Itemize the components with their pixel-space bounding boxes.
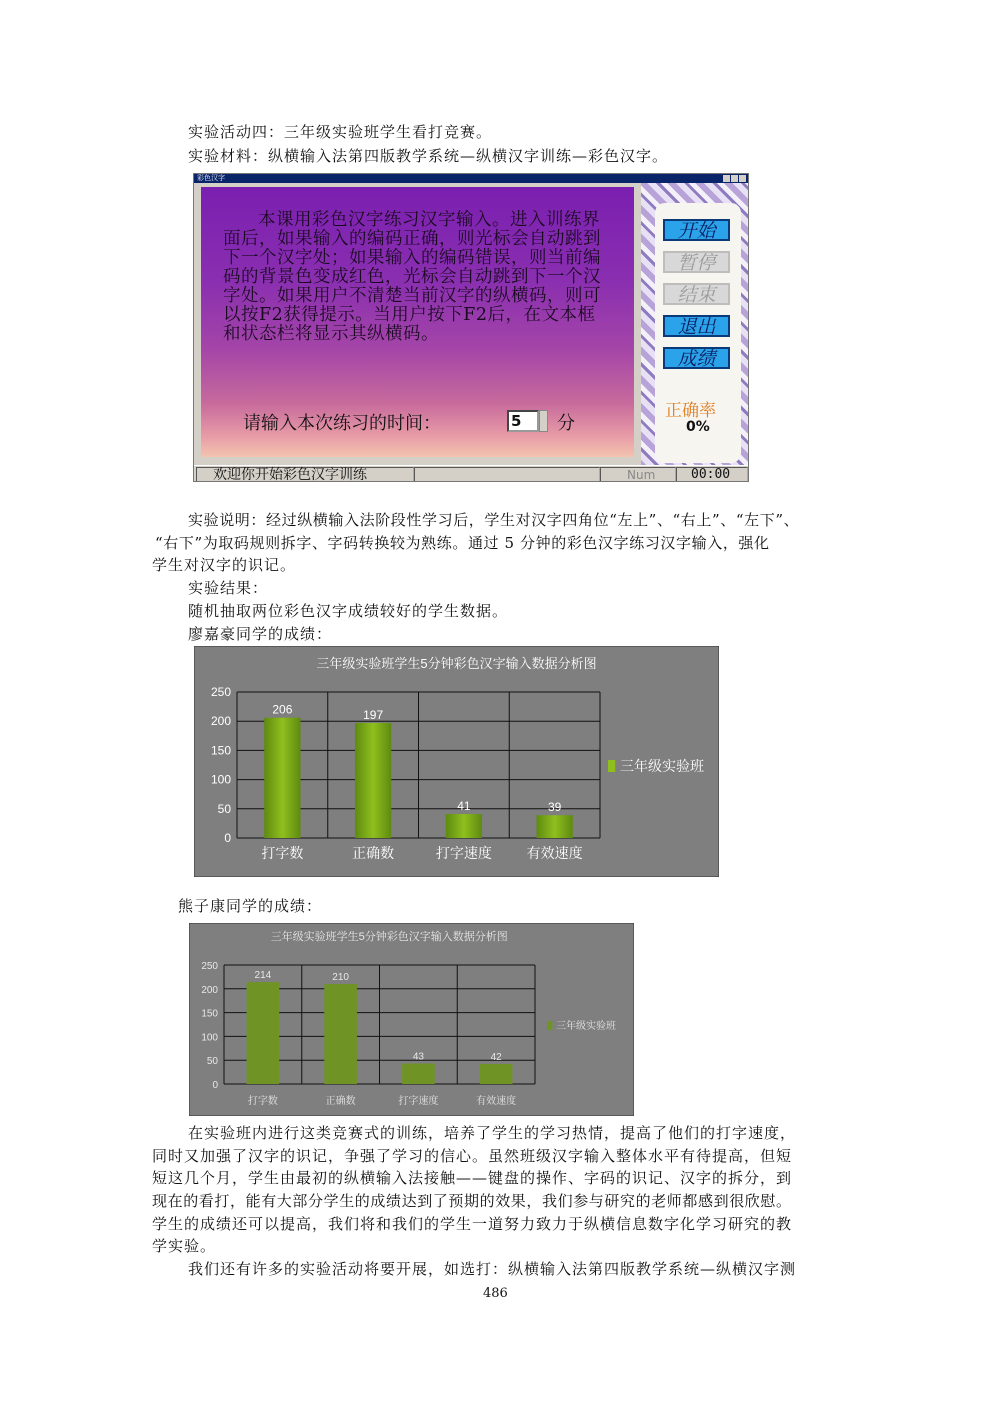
y-tick-label: 100 — [201, 1032, 218, 1044]
bar — [536, 815, 572, 838]
data-label: 42 — [490, 1052, 502, 1064]
y-tick-label: 150 — [210, 743, 231, 758]
student1-label: 廖嘉豪同学的成绩： — [188, 625, 333, 643]
app-screenshot — [193, 173, 749, 482]
chart-1-svg — [194, 646, 719, 877]
time-unit: 分 — [557, 413, 575, 434]
x-tick-label: 正确数 — [325, 1096, 356, 1107]
activity-title: 实验活动四：三年级实验班学生看打竞赛。 — [188, 123, 493, 141]
final-line: 我们还有许多的实验活动将要开展，如选打：纵横输入法第四版教学系统—纵横汉字测 — [188, 1260, 797, 1278]
x-tick-label: 打字速度 — [435, 845, 492, 861]
status-timer: 00:00 — [676, 467, 748, 482]
y-tick-label: 200 — [210, 714, 231, 729]
accuracy-label: 正确率 — [665, 401, 716, 421]
app-title: 彩色汉字 — [197, 174, 225, 182]
result-intro: 随机抽取两位彩色汉字成绩较好的学生数据。 — [188, 602, 509, 620]
y-tick-label: 250 — [201, 961, 218, 972]
status-bar — [194, 465, 749, 482]
bar — [247, 982, 280, 1084]
score-button[interactable]: 成绩 — [663, 347, 730, 369]
y-tick-label: 200 — [201, 984, 218, 996]
pause-button[interactable]: 暂停 — [663, 251, 730, 273]
description-line-3: 学生对汉字的识记。 — [152, 556, 297, 574]
y-tick-label: 50 — [206, 1056, 218, 1068]
description-line-1: 实验说明：经过纵横输入法阶段性学习后，学生对汉字四角位“左上”、“右上”、“左下”、 — [188, 511, 800, 529]
accuracy-value: 0% — [686, 419, 710, 435]
control-panel — [641, 183, 749, 468]
description-line-2: “右下”为取码规则拆字、字码转换较为熟练。通过 5 分钟的彩色汉字练习汉字输入，强化 — [155, 534, 770, 552]
data-label: 197 — [363, 707, 384, 722]
y-tick-label: 150 — [201, 1008, 218, 1020]
status-empty — [414, 467, 600, 482]
result-heading: 实验结果： — [188, 579, 269, 597]
start-button[interactable]: 开始 — [663, 219, 730, 241]
data-label: 214 — [254, 970, 272, 982]
close-icon[interactable] — [739, 175, 746, 182]
conclusion-line-1: 在实验班内进行这类竞赛式的训练，培养了学生的学习热情，提高了他们的打字速度， — [188, 1124, 797, 1142]
chart-title: 三年级实验班学生5分钟彩色汉字输入数据分析图 — [270, 931, 508, 943]
y-tick-label: 0 — [224, 831, 231, 845]
page-number: 486 — [483, 1286, 508, 1301]
chart-2-svg — [189, 923, 634, 1116]
legend-swatch — [547, 1021, 552, 1030]
y-tick-label: 250 — [210, 685, 231, 699]
time-label: 请输入本次练习的时间： — [243, 413, 441, 434]
legend-swatch — [608, 760, 615, 772]
y-tick-label: 100 — [210, 772, 231, 787]
chart-1 — [194, 646, 719, 877]
y-tick-label: 50 — [217, 801, 231, 816]
app-titlebar — [194, 174, 748, 183]
window-controls — [723, 175, 746, 182]
x-tick-label: 打字数 — [261, 845, 304, 861]
conclusion-line-4: 现在的看打，能有大部分学生的成绩达到了预期的效果，我们参与研究的老师都感到很欣慰。 — [152, 1192, 792, 1210]
data-label: 206 — [272, 702, 293, 717]
x-tick-label: 打字数 — [247, 1096, 278, 1107]
data-label: 210 — [332, 972, 349, 984]
bar — [402, 1064, 435, 1084]
conclusion-line-6: 学实验。 — [152, 1237, 217, 1255]
x-tick-label: 有效速度 — [526, 845, 583, 861]
bar — [446, 814, 482, 838]
exit-button[interactable]: 退出 — [663, 315, 730, 337]
time-spinner[interactable] — [539, 410, 548, 432]
bar — [480, 1064, 513, 1084]
instructions-text: 本课用彩色汉字练习汉字输入。进入训练界面后，如果输入的编码正确，则光标会自动跳到下一个汉字处；如果输入的编码错误，则当前编码的背景色变成红色，光标会自动跳到下一个汉字处。如果用户不清楚当前汉字的纵横码，则可以按F2获得提示。当用户按下F2后，在文本框和状态栏将显示其纵横码。 — [223, 210, 601, 344]
bar — [324, 984, 357, 1084]
student2-label: 熊子康同学的成绩： — [178, 897, 323, 915]
bar — [264, 718, 300, 838]
x-tick-label: 打字速度 — [398, 1096, 439, 1107]
chart-2 — [189, 923, 634, 1116]
data-label: 39 — [547, 800, 562, 815]
practice-canvas — [201, 187, 634, 457]
minimize-icon[interactable] — [723, 175, 730, 182]
materials-line: 实验材料：纵横输入法第四版教学系统—纵横汉字训练—彩色汉字。 — [188, 147, 669, 165]
end-button[interactable]: 结束 — [663, 283, 730, 305]
time-input[interactable]: 5 — [507, 410, 539, 432]
data-label: 43 — [412, 1051, 424, 1063]
legend-label: 三年级实验班 — [556, 1021, 616, 1032]
legend-label: 三年级实验班 — [620, 758, 704, 774]
status-num: Num — [600, 467, 676, 482]
maximize-icon[interactable] — [731, 175, 738, 182]
data-label: 41 — [457, 799, 471, 814]
conclusion-line-2: 同时又加强了汉字的识记，争强了学习的信心。虽然班级汉字输入整体水平有待提高，但短 — [152, 1147, 793, 1165]
bar — [355, 723, 391, 838]
status-welcome: 欢迎你开始彩色汉字训练 — [196, 467, 414, 482]
conclusion-line-3: 短这几个月，学生由最初的纵横输入法接触——键盘的操作、字码的识记、汉字的拆分，到 — [152, 1169, 793, 1187]
conclusion-line-5: 学生的成绩还可以提高，我们将和我们的学生一道努力致力于纵横信息数字化学习研究的教 — [152, 1215, 793, 1233]
x-tick-label: 有效速度 — [476, 1096, 517, 1107]
chart-title: 三年级实验班学生5分钟彩色汉字输入数据分析图 — [316, 656, 597, 671]
x-tick-label: 正确数 — [352, 845, 395, 861]
y-tick-label: 0 — [212, 1080, 218, 1091]
